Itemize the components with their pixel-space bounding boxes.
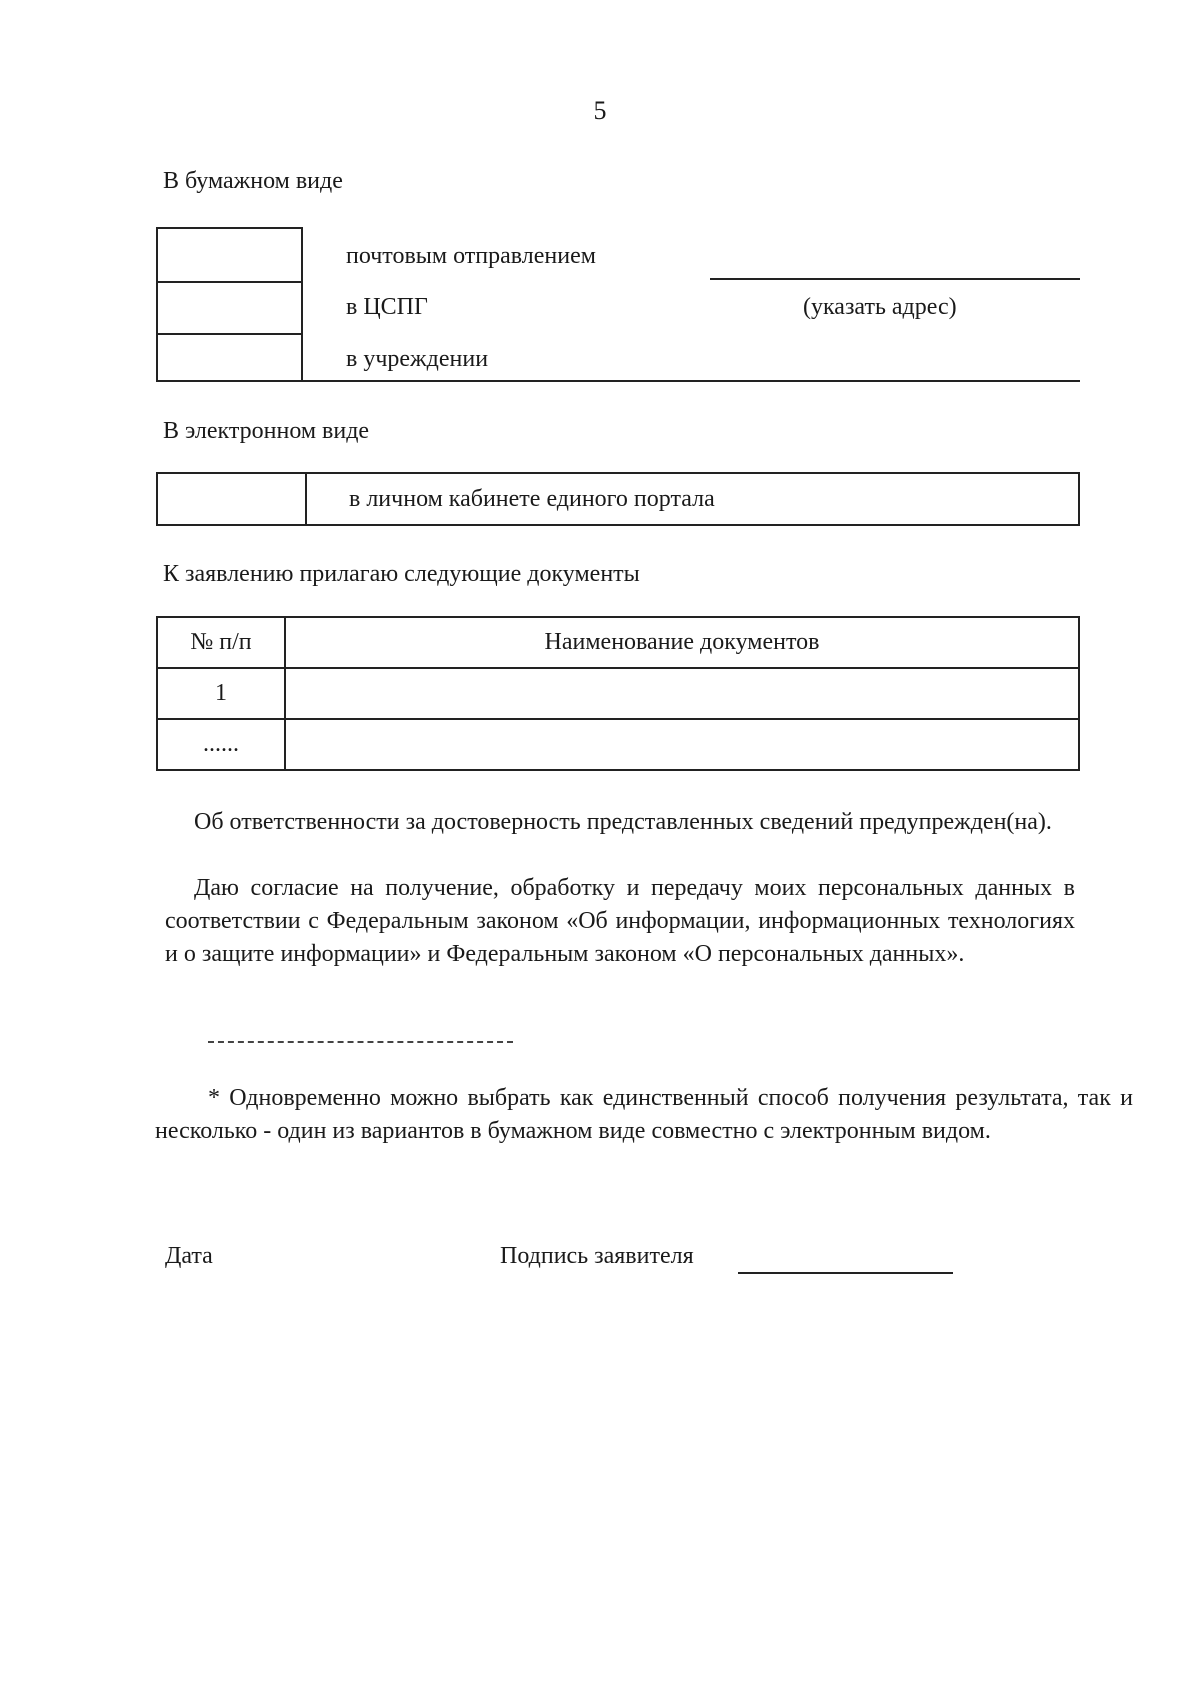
paper-bottom-line [303, 380, 1080, 382]
row-document-name[interactable] [285, 719, 1079, 770]
electronic-section-title: В электронном виде [163, 418, 370, 444]
footnote-separator [208, 1041, 513, 1043]
table-row [157, 668, 1079, 719]
footnote-text: * Одновременно можно выбрать как единственный способ получения результата, так и несколько - один из вариантов в бумажном виде совместно с электронным видом. [155, 1085, 1133, 1144]
table-header-row [157, 617, 1079, 668]
attachments-title: К заявлению прилагаю следующие документы [163, 561, 640, 587]
checkbox-institution[interactable] [158, 333, 301, 380]
signature-line[interactable] [738, 1272, 953, 1274]
option-portal-label: в личном кабинете единого портала [349, 486, 715, 512]
responsibility-paragraph: Об ответственности за достоверность представленных сведений предупрежден(на). [194, 809, 1052, 835]
address-hint: (указать адрес) [803, 294, 957, 320]
electronic-options-box [156, 472, 1080, 526]
option-postal-label: почтовым отправлением [346, 243, 596, 269]
paper-options-box [156, 227, 303, 382]
paper-section-title: В бумажном виде [163, 168, 343, 194]
row-document-name[interactable] [285, 668, 1079, 719]
header-number: № п/п [157, 617, 285, 668]
address-field-line[interactable] [710, 278, 1080, 280]
documents-table [156, 616, 1080, 771]
row-number: 1 [157, 668, 285, 719]
table-row [157, 719, 1079, 770]
checkbox-cspg[interactable] [158, 281, 301, 333]
row-number: ...... [157, 719, 285, 770]
option-institution-label: в учреждении [346, 346, 489, 372]
page-number: 5 [593, 96, 607, 125]
checkbox-portal[interactable] [158, 474, 307, 524]
header-document-name: Наименование документов [285, 617, 1079, 668]
signature-label: Подпись заявителя [500, 1243, 694, 1269]
checkbox-postal[interactable] [158, 229, 301, 281]
option-cspg-label: в ЦСПГ [346, 294, 428, 320]
consent-paragraph: Даю согласие на получение, обработку и передачу моих персональных данных в соответствии с Федеральным законом «Об информации, информационных технологиях и о защите информации» и Федеральным законом «О персональных данных». [165, 875, 1075, 967]
date-label: Дата [165, 1243, 213, 1269]
